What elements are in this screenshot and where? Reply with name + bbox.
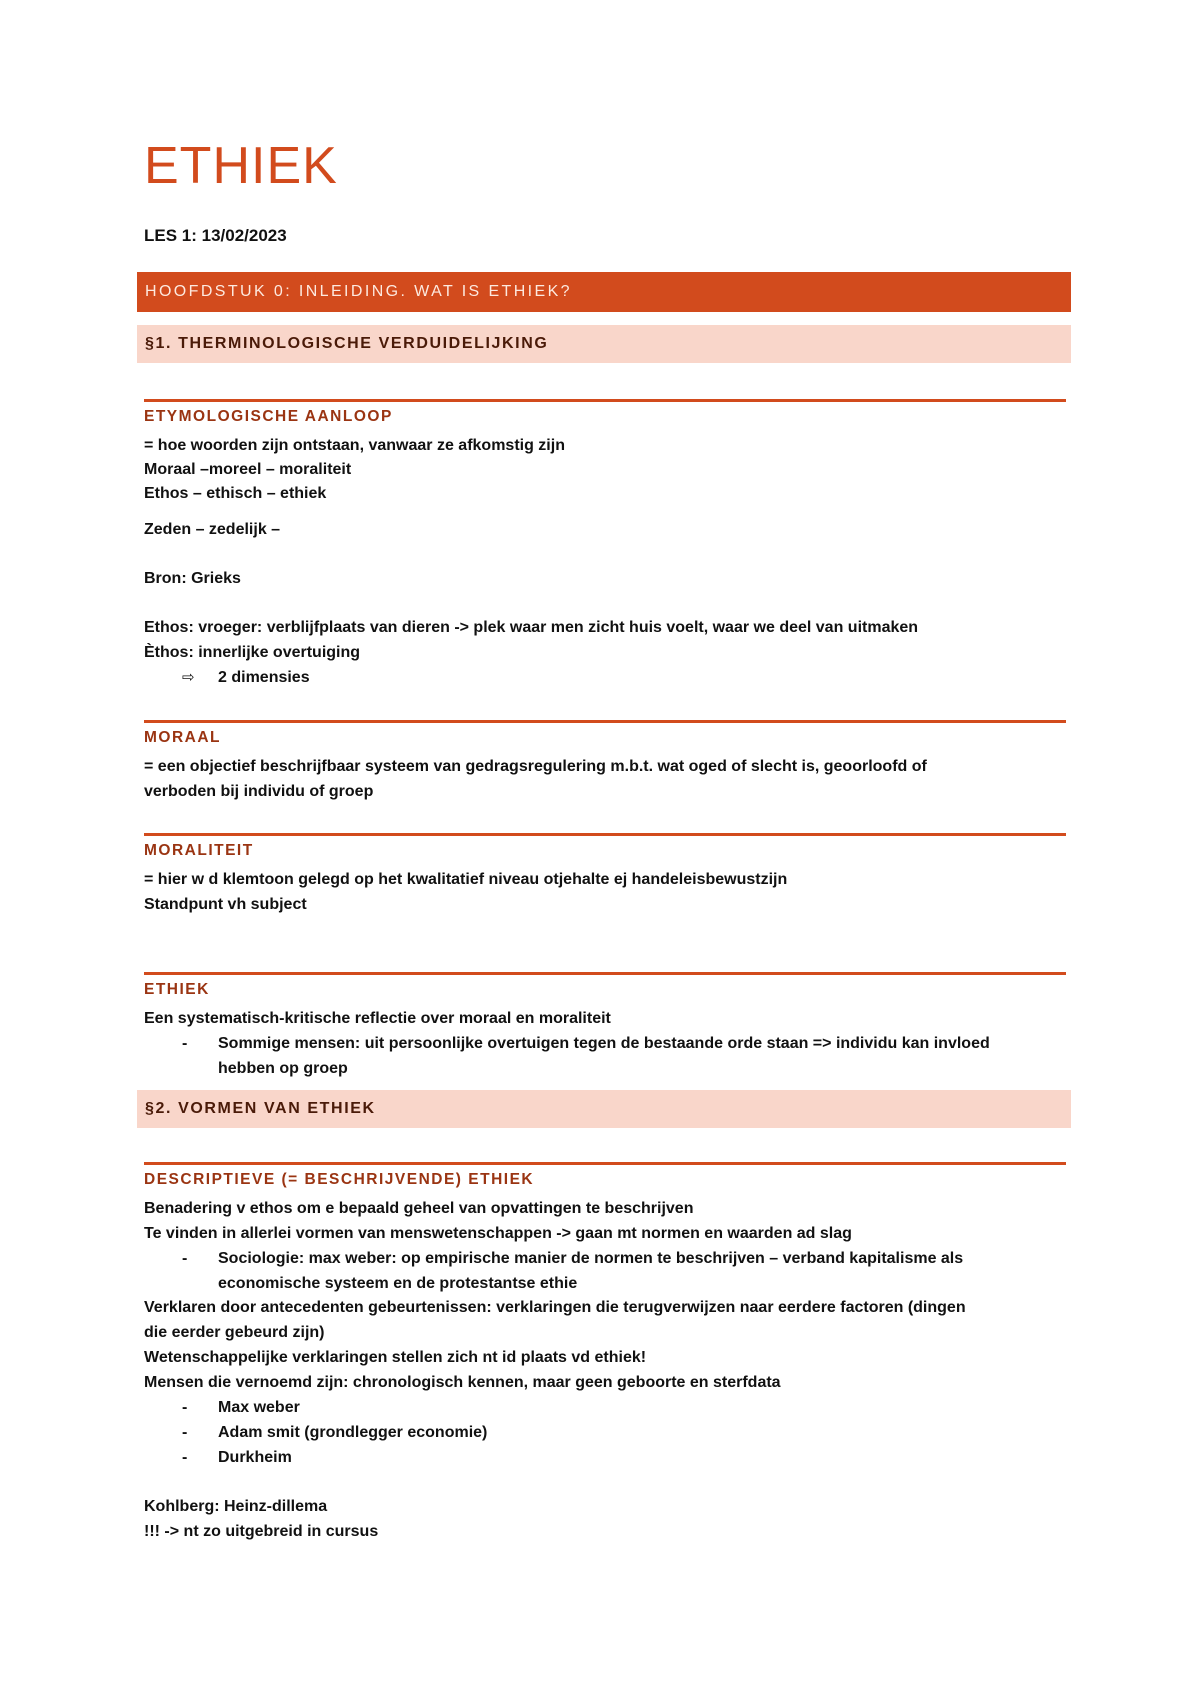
section-2-heading: §2. VORMEN VAN ETHIEK [137, 1090, 1071, 1128]
etymology-line: Bron: Grieks [144, 570, 241, 587]
arrow-list-item: 2 dimensies [218, 669, 310, 686]
outlined-right-arrow-icon: ⇨ [182, 669, 195, 686]
section-1-heading: §1. THERMINOLOGISCHE VERDUIDELIJKING [137, 325, 1071, 363]
descriptive-line: Mensen die vernoemd zijn: chronologisch kennen, maar geen geboorte en sterfdata [144, 1374, 781, 1391]
moraal-line: = een objectief beschrijfbaar systeem van gedragsregulering m.b.t. wat oged of slecht is, geoorloofd of [144, 758, 927, 775]
dash-bullet: - [182, 1035, 188, 1052]
dash-bullet: - [182, 1449, 188, 1466]
etymology-line: Moraal –moreel – moraliteit [144, 461, 352, 478]
section-rule [144, 833, 1066, 836]
descriptive-line: Benadering v ethos om e bepaald geheel van opvattingen te beschrijven [144, 1200, 694, 1217]
ethiek-heading: ETHIEK [144, 981, 210, 998]
etymology-line: Ethos – ethisch – ethiek [144, 485, 327, 502]
section-rule [144, 972, 1066, 975]
bullet-item-continuation: hebben op groep [218, 1060, 348, 1077]
dash-bullet: - [182, 1424, 188, 1441]
moraal-heading: MORAAL [144, 729, 222, 746]
descriptive-line: Verklaren door antecedenten gebeurtenissen: verklaringen die terugverwijzen naar eerdere factoren (dingen [144, 1299, 966, 1316]
chapter-heading: HOOFDSTUK 0: INLEIDING. WAT IS ETHIEK? [137, 272, 1071, 312]
name-item: Durkheim [218, 1449, 292, 1466]
descriptive-line: Wetenschappelijke verklaringen stellen zich nt id plaats vd ethiek! [144, 1349, 647, 1366]
name-item: Max weber [218, 1399, 300, 1416]
section-rule [144, 1162, 1066, 1165]
dash-bullet: - [182, 1399, 188, 1416]
bullet-item: Sociologie: max weber: op empirische manier de normen te beschrijven – verband kapitalisme als [218, 1250, 964, 1267]
moraliteit-line: Standpunt vh subject [144, 896, 307, 913]
bullet-item: Sommige mensen: uit persoonlijke overtuigen tegen de bestaande orde staan => individu kan invloed [218, 1035, 990, 1052]
name-item: Adam smit (grondlegger economie) [218, 1424, 488, 1441]
etymology-line: Èthos: innerlijke overtuiging [144, 644, 361, 661]
moraliteit-heading: MORALITEIT [144, 842, 254, 859]
moraliteit-line: = hier w d klemtoon gelegd op het kwalitatief niveau otjehalte ej handeleisbewustzijn [144, 871, 788, 888]
lesson-date: LES 1: 13/02/2023 [144, 226, 287, 245]
etymology-line: Zeden – zedelijk – [144, 521, 281, 538]
moraal-line: verboden bij individu of groep [144, 783, 374, 800]
etymology-line: = hoe woorden zijn ontstaan, vanwaar ze afkomstig zijn [144, 437, 565, 454]
section-rule [144, 720, 1066, 723]
descriptive-line: Te vinden in allerlei vormen van menswetenschappen -> gaan mt normen en waarden ad slag [144, 1225, 852, 1242]
descriptive-line: !!! -> nt zo uitgebreid in cursus [144, 1523, 379, 1540]
ethiek-line: Een systematisch-kritische reflectie over moraal en moraliteit [144, 1010, 611, 1027]
bullet-item-continuation: economische systeem en de protestantse ethie [218, 1275, 578, 1292]
descriptive-ethics-heading: DESCRIPTIEVE (= BESCHRIJVENDE) ETHIEK [144, 1171, 535, 1188]
etymology-line: Ethos: vroeger: verblijfplaats van dieren -> plek waar men zicht huis voelt, waar we deel van uitmaken [144, 619, 919, 636]
section-rule [144, 399, 1066, 402]
descriptive-line: die eerder gebeurd zijn) [144, 1324, 325, 1341]
etymology-heading: ETYMOLOGISCHE AANLOOP [144, 408, 393, 425]
dash-bullet: - [182, 1250, 188, 1267]
document-title: ETHIEK [144, 137, 338, 195]
descriptive-line: Kohlberg: Heinz-dillema [144, 1498, 328, 1515]
